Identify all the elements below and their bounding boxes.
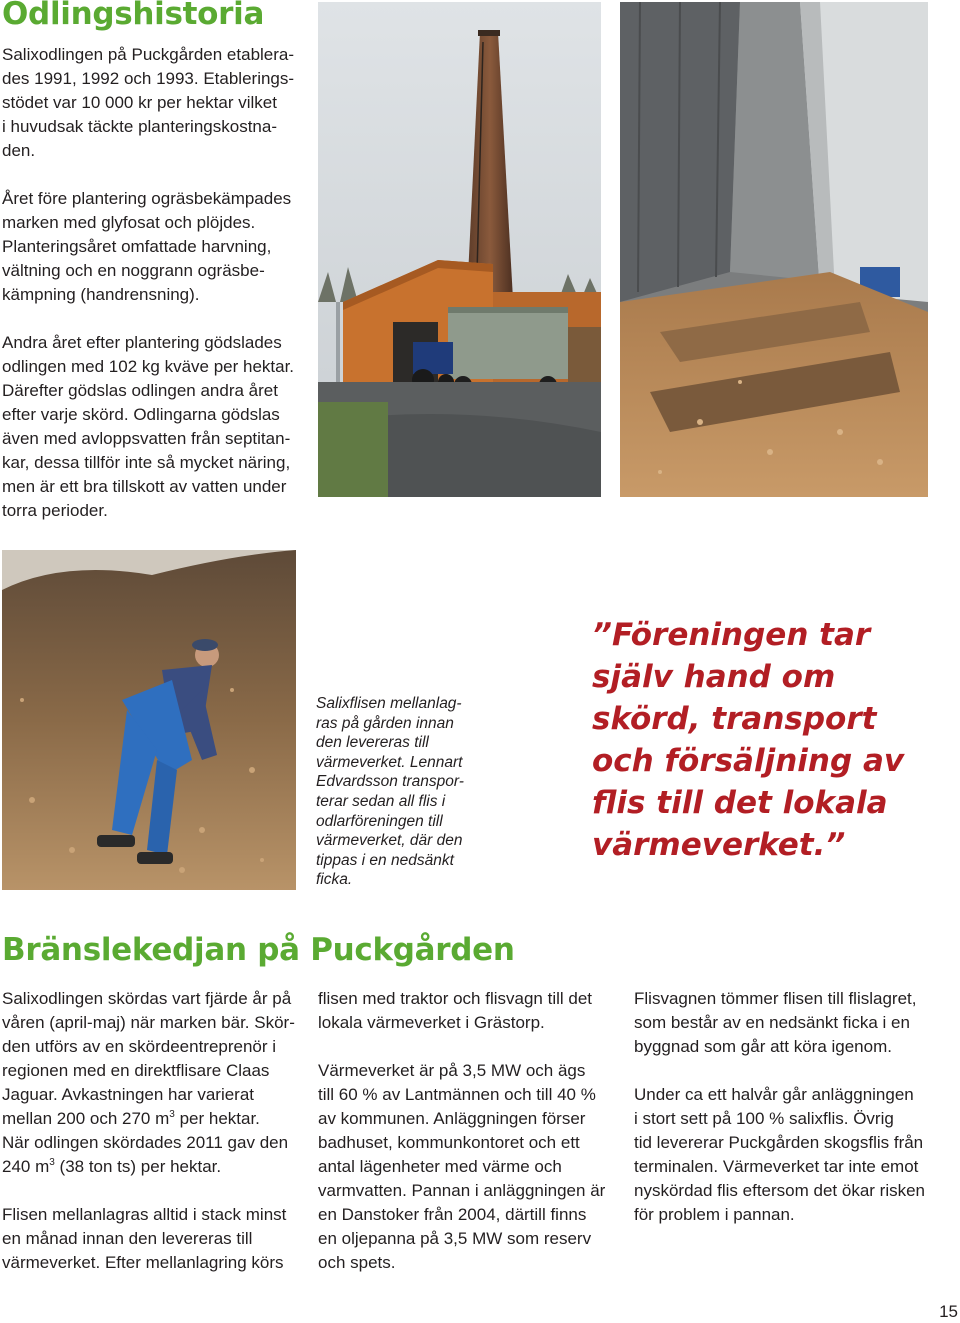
page-number: 15	[939, 1302, 958, 1321]
fuel-chain-paragraph: Flisen mellanlagras alltid i stack minst en månad innan den levereras till värmeverket. Efter mellanlagring körs	[2, 1205, 287, 1272]
fuel-chain-column-1	[2, 987, 302, 1299]
fuel-chain-column-3	[634, 987, 934, 1251]
photo-heating-plant	[318, 2, 601, 497]
photo-chip-unloading	[620, 2, 928, 497]
section-title-history: Odlingshistoria	[2, 0, 265, 32]
fuel-chain-column-2	[318, 987, 618, 1299]
photo-chip-pile	[2, 550, 296, 890]
fuel-chain-paragraph: Salixodlingen skördas vart fjärde år på våren (april-maj) när marken bär. Skör- den utförs av en skördeentreprenör i regionen med en direktflisare Claas Jaguar. Avkastningen har varierat mellan 200 och 270 $m^3$ per hektar. När odlingen skördades 2011 gav den 240 $m^3$ (38 ton ts) per hektar.	[2, 989, 295, 1176]
history-paragraph-2: Året före plantering ogräsbekämpades marken med glyfosat och plöjdes. Planteringsåret omfattade harvning, vältning och en noggrann ogräsbe- kämpning (handrensning).	[2, 189, 292, 304]
history-text	[2, 43, 302, 547]
photo-caption: Salixflisen mellanlag- ras på gården innan den levereras till värmeverket. Lennart Edvardsson transpor- terar sedan all flis i odlarföreningen till värmeverket, där den tippas i en nedsänkt ficka.	[316, 695, 464, 889]
fuel-chain-paragraph: Flisvagnen tömmer flisen till flislagret, som består av en nedsänkt ficka i en byggnad som går att köra igenom.	[634, 989, 917, 1056]
fuel-chain-paragraph: Under ca ett halvår går anläggningen i stort sett på 100 % salixflis. Övrig tid levererar Puckgården skogsflis från terminalen. Värmeverket tar inte emot nyskördad flis eftersom det ökar risken för problem i pannan.	[634, 1085, 926, 1224]
fuel-chain-paragraph: Värmeverket är på 3,5 MW och ägs till 60 % av Lantmännen och till 40 % av kommunen. Anläggningen förser badhuset, kommunkontoret och ett antal lägenheter med värme och varmvatten. Pannan i anläggningen är en Danstoker från 2004, därtill finns en oljepanna på 3,5 MW som reserv och spets.	[318, 1061, 606, 1272]
section-title-fuel-chain: Bränslekedjan på Puckgården	[2, 932, 515, 968]
pull-quote: ”Föreningen tar själv hand om skörd, transport och försäljning av flis till det lokala värmeverket.”	[592, 617, 905, 863]
history-paragraph-3: Andra året efter plantering gödslades odlingen med 102 kg kväve per hektar. Därefter gödslas odlingen andra året efter varje skörd. Odlingarna gödslas även med avloppsvatten från septitan- kar, dessa tillför inte så mycket näring, men är ett bra tillskott av vatten under torra perioder.	[2, 333, 295, 520]
history-paragraph-1: Salixodlingen på Puckgården etablera- des 1991, 1992 och 1993. Etablerings- stödet var 10 000 kr per hektar vilket i huvudsak täckte planteringskostna- den.	[2, 45, 295, 160]
fuel-chain-paragraph: flisen med traktor och flisvagn till det lokala värmeverket i Grästorp.	[318, 989, 593, 1032]
